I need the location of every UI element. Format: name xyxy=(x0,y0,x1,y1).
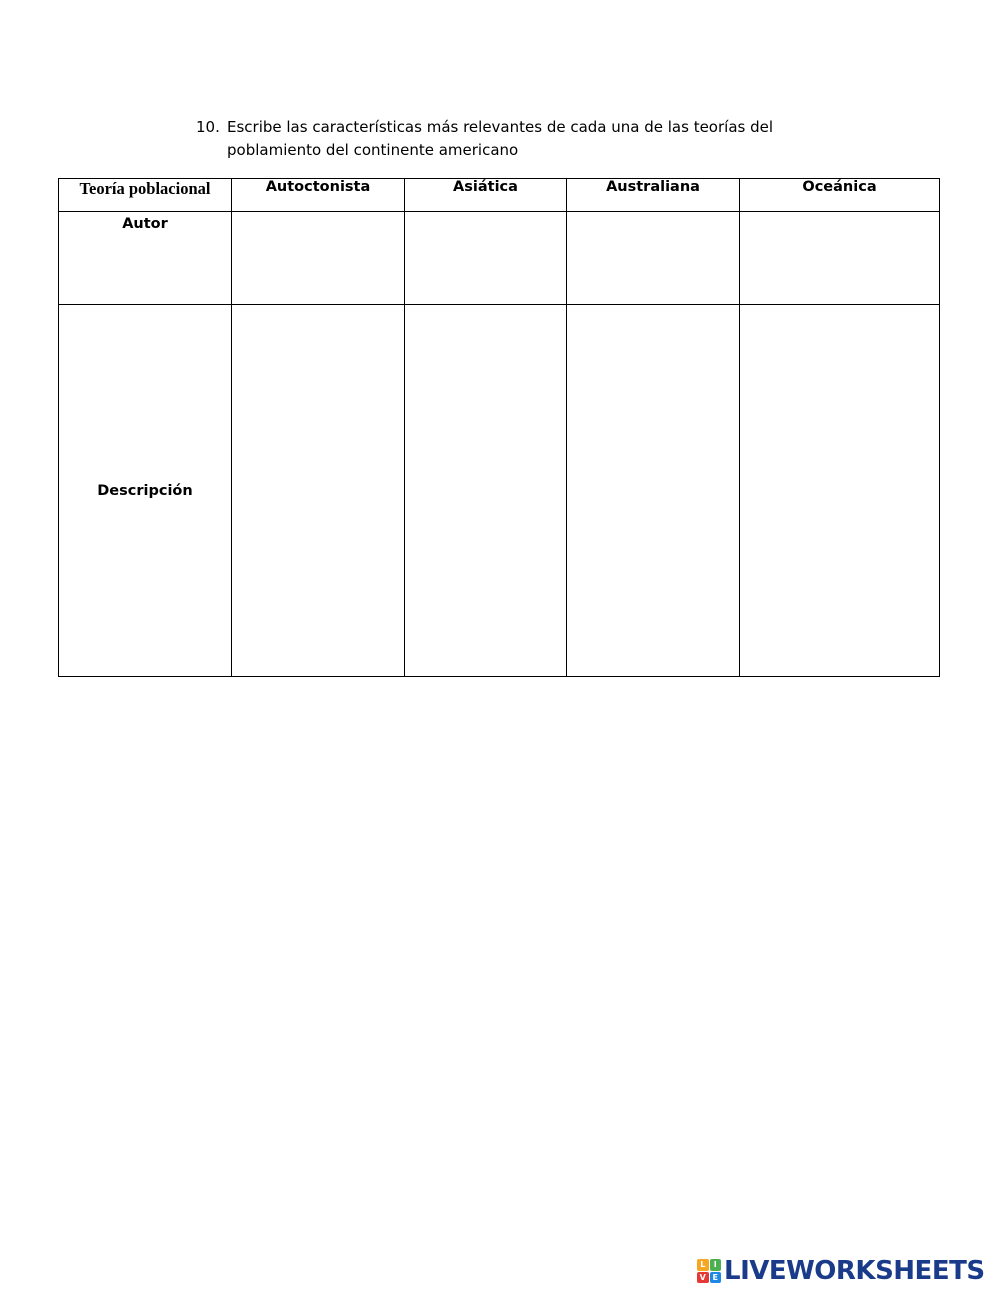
liveworksheets-logo xyxy=(697,1256,985,1286)
header-australiana: Australiana xyxy=(567,179,740,212)
answer-cell-autor-asiatica[interactable] xyxy=(405,212,567,305)
row-label-descripcion: Descripción xyxy=(59,305,232,677)
logo-tile-l: L xyxy=(697,1259,709,1271)
answer-cell-descripcion-oceanica[interactable] xyxy=(740,305,940,677)
liveworksheets-logo-text: LIVEWORKSHEETS xyxy=(724,1256,985,1286)
liveworksheets-logo-icon xyxy=(697,1259,721,1283)
logo-tile-i: I xyxy=(710,1259,722,1271)
logo-tile-e: E xyxy=(710,1272,722,1284)
question-number: 10. xyxy=(196,118,220,136)
question-text: Escribe las características más relevantes de cada una de las teorías del poblamiento del continente americano xyxy=(227,118,774,159)
theories-table xyxy=(58,178,940,677)
answer-cell-autor-australiana[interactable] xyxy=(567,212,740,305)
header-asiatica: Asiática xyxy=(405,179,567,212)
answer-cell-autor-autoctonista[interactable] xyxy=(232,212,405,305)
answer-cell-descripcion-asiatica[interactable] xyxy=(405,305,567,677)
answer-cell-descripcion-australiana[interactable] xyxy=(567,305,740,677)
row-label-autor: Autor xyxy=(59,212,232,305)
table-header-row xyxy=(59,179,940,212)
logo-tile-v: V xyxy=(697,1272,709,1284)
table-row-descripcion xyxy=(59,305,940,677)
header-teoria-poblacional: Teoría poblacional xyxy=(59,179,232,212)
header-autoctonista: Autoctonista xyxy=(232,179,405,212)
table-row-autor xyxy=(59,212,940,305)
answer-cell-autor-oceanica[interactable] xyxy=(740,212,940,305)
header-oceanica: Oceánica xyxy=(740,179,940,212)
answer-cell-descripcion-autoctonista[interactable] xyxy=(232,305,405,677)
